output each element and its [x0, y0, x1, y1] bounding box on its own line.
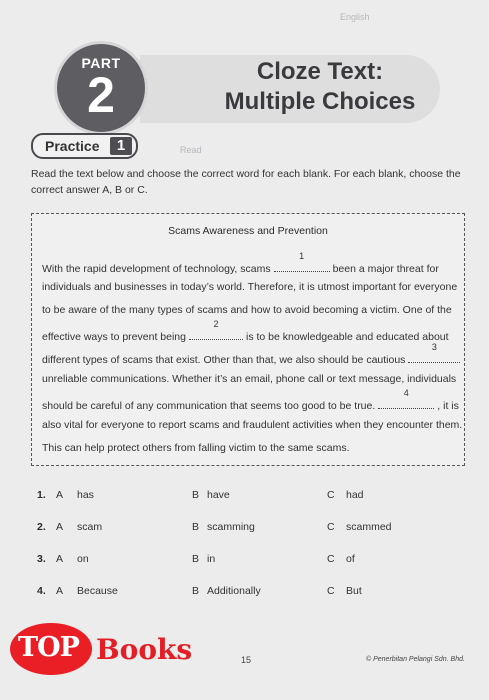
question-number: 1. [37, 489, 46, 501]
option-letter-c: C [327, 521, 335, 533]
option-c[interactable]: had [346, 489, 364, 501]
blank-number: 1 [299, 251, 305, 261]
blank-3[interactable] [408, 342, 460, 363]
option-letter-b: B [192, 553, 200, 565]
passage-box [31, 213, 465, 466]
passage-text: , it is [437, 400, 459, 412]
option-letter-b: B [192, 521, 200, 533]
passage-line: This can help protect others from falling victim to the same scams. [42, 442, 350, 454]
question-number: 2. [37, 521, 46, 533]
option-letter-a: A [56, 489, 64, 501]
part-number: 2 [87, 67, 115, 123]
logo-top-text: TOP [18, 632, 79, 663]
option-b[interactable]: have [207, 489, 230, 501]
option-b[interactable]: Additionally [207, 585, 261, 597]
blank-number: 3 [431, 342, 437, 352]
option-letter-a: A [56, 553, 64, 565]
option-c[interactable]: But [346, 585, 362, 597]
option-a[interactable]: scam [77, 521, 103, 533]
option-letter-a: A [56, 585, 64, 597]
option-letter-b: B [192, 489, 200, 501]
option-a[interactable]: on [77, 553, 89, 565]
passage-text: been a major threat for [332, 263, 439, 275]
blank-number: 2 [213, 319, 219, 329]
passage-line [42, 342, 463, 366]
passage-text: effective ways to prevent being [42, 331, 186, 343]
topbooks-logo [10, 623, 200, 675]
option-b[interactable]: in [207, 553, 216, 565]
blank-2[interactable] [189, 319, 243, 340]
question-number: 4. [37, 585, 46, 597]
option-b[interactable]: scamming [207, 521, 255, 533]
option-a[interactable]: has [77, 489, 94, 501]
page-title-line1: Cloze Text: [256, 58, 384, 85]
passage-line: to be aware of the many types of scams and how to avoid becoming a victim. One of the [42, 304, 452, 316]
passage-line: individuals and businesses in today’s world. Therefore, it is utmost important for everyone [42, 281, 458, 293]
option-letter-a: A [56, 521, 64, 533]
part-word: PART [81, 55, 121, 71]
practice-tab [31, 133, 138, 159]
question-number: 3. [37, 553, 46, 565]
instructions: Read the text below and choose the correct word for each blank. For each blank, choose the correct answer A, B or C. [31, 168, 461, 196]
passage-text: is to be knowledgeable and educated about [245, 331, 449, 343]
option-letter-b: B [192, 585, 200, 597]
page-number: 15 [241, 655, 252, 665]
passage-text: different types of scams that exist. Other than that, we also should be cautious [42, 354, 406, 366]
blank-1[interactable] [274, 251, 330, 272]
passage-title: Scams Awareness and Prevention [168, 225, 328, 237]
passage-line [42, 251, 439, 275]
logo-books-text: Books [96, 633, 193, 666]
part-badge [57, 44, 145, 132]
passage-line [42, 319, 449, 343]
option-letter-c: C [327, 489, 335, 501]
blank-number: 4 [403, 388, 409, 398]
option-letter-c: C [327, 553, 335, 565]
passage-line [42, 388, 459, 412]
option-letter-c: C [327, 585, 335, 597]
practice-label: Practice [45, 138, 100, 154]
publisher-credit: © Penerbitan Pelangi Sdn. Bhd. [366, 656, 465, 663]
option-c[interactable]: of [346, 553, 355, 565]
passage-text: should be careful of any communication that seems too good to be true. [42, 400, 376, 412]
blank-4[interactable] [378, 388, 434, 409]
show-through-text: English [340, 12, 370, 22]
page-title-line2: Multiple Choices [224, 88, 416, 115]
option-a[interactable]: Because [77, 585, 118, 597]
practice-number: 1 [110, 137, 132, 155]
passage-text: With the rapid development of technology, scams [42, 263, 271, 275]
passage-line: also vital for everyone to report scams and fraudulent activities when they encounter them. [42, 419, 463, 431]
show-through-text: Read [180, 145, 202, 155]
option-c[interactable]: scammed [346, 521, 392, 533]
passage-line: unreliable communications. Whether it’s an email, phone call or text message, individuals [42, 373, 457, 385]
